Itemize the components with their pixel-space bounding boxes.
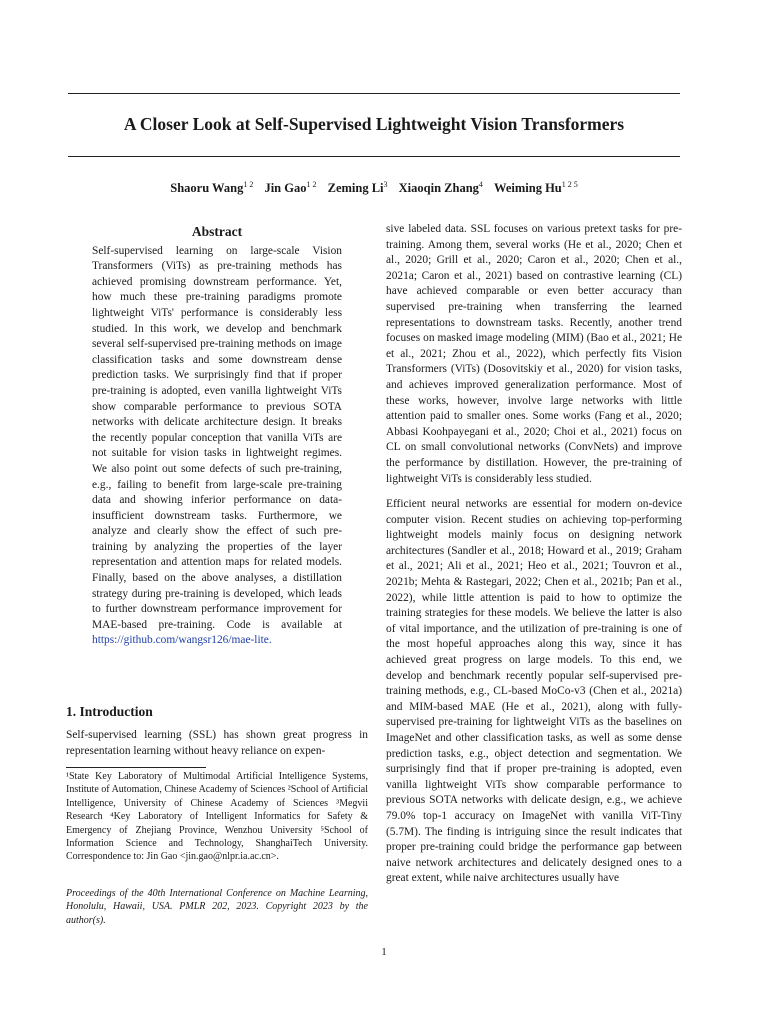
bottom-rule <box>68 156 680 157</box>
paper-title: A Closer Look at Self-Supervised Lightweight Vision Transformers <box>123 114 625 134</box>
intro-paragraph: Self-supervised learning (SSL) has shown great progress in representation learning without heavy reliance on expen- <box>66 729 368 757</box>
author <box>399 181 483 195</box>
author-name: Jin Gao <box>264 181 307 196</box>
author-list <box>68 180 680 196</box>
author-name: Weiming Hu <box>494 181 562 196</box>
author-affiliation: 1 2 <box>306 180 317 189</box>
author-affiliation: 1 2 5 <box>561 180 578 189</box>
section-heading-introduction: 1. Introduction <box>66 704 153 719</box>
author-affiliation: 3 <box>383 180 388 189</box>
page-number: 1 <box>381 946 387 958</box>
affiliation-footnote: ¹State Key Laboratory of Multimodal Artificial Intelligence Systems, Institute of Automation, Chinese Academy of Sciences ²School of Artificial Intelligence, University of Chinese Academy of Sciences ³Megvii Research ⁴Key Laboratory of Intelligent Informatics for Safety & Emergency of Zhejiang Province, Wenzhou University ⁵School of Information Science and Technology, ShanghaiTech University. Correspondence to: Jin Gao <jin.gao@nlpr.ia.ac.cn>. <box>66 771 368 863</box>
intro-paragraph-efficient-networks: Efficient neural networks are essential for modern on-device computer vision. Recent studies on achieving top-performing lightweight models mainly focus on designing network architectures (Sandler et al., 2018; Howard et al., 2019; Graham et al., 2021; Ali et al., 2021; Heo et al., 2021; Touvron et al., 2021b; Mehta & Rastegari, 2022; Chen et al., 2021b; Pan et al., 2022), while little attention is paid to how to optimize the training strategies for these models. We believe the latter is also of vital importance, and the utilization of pre-training is one of the most hopeful approaches along this way, since it has achieved great progress on large models. To this end, we develop and benchmark recently popular self-supervised pre-training methods, e.g., CL-based MoCo-v3 (Chen et al., 2021a) and MIM-based MAE (He et al., 2021), along with fully-supervised pre-training for lightweight ViTs as the baselines on ImageNet and other classification tasks, as well as some dense prediction tasks, e.g., object detection and segmentation. We surprisingly find that if proper pre-training is adopted, even vanilla lightweight ViTs show comparable performance to previous SOTA networks with delicate design, e.g., we achieve 79.0% top-1 accuracy on ImageNet with vanilla ViT-Tiny (5.7M). The finding is intriguing since the result indicates that proper pre-training could bridge the performance gap between naive network architectures and delicately designed ones to a great extent, while naive architectures usually have <box>386 498 682 885</box>
author-name: Xiaoqin Zhang <box>398 181 479 196</box>
author <box>264 181 316 195</box>
footnote-divider <box>66 767 206 768</box>
author-affiliation: 4 <box>478 180 483 189</box>
author <box>170 181 253 195</box>
abstract-heading: Abstract <box>191 224 243 239</box>
left-column <box>66 222 368 926</box>
code-link[interactable]: https://github.com/wangsr126/mae-lite. <box>92 634 272 647</box>
abstract-text: Self-supervised learning on large-scale Vision Transformers (ViTs) as pre-training methods has achieved promising downstream performance. Yet, how much these pre-training paradigms promote lightweight ViTs' performance is considerably less studied. In this work, we develop and benchmark several self-supervised pre-training methods on image classification tasks and some downstream dense prediction tasks. We surprisingly find that if proper pre-training is adopted, even vanilla lightweight ViTs show comparable performance to previous SOTA networks with delicate architecture design. It breaks the recently popular conception that vanilla ViTs are not suitable for vision tasks in lightweight regimes. We also point out some defects of such pre-training, e.g., failing to benefit from large-scale pre-training data and showing inferior performance on data-insufficient downstream tasks. Furthermore, we analyze and clearly show the effect of such pre-training by analyzing the properties of the layer representation and attention maps for related models. Finally, based on the above analyses, a distillation strategy during pre-training is developed, which leads to further downstream performance improvement for MAE-based pre-training. Code is available at <box>92 244 342 631</box>
author-name: Shaoru Wang <box>170 181 244 196</box>
author-name: Zeming Li <box>327 181 384 196</box>
author <box>328 181 388 195</box>
abstract-body <box>66 244 368 649</box>
author <box>494 181 578 195</box>
author-affiliation: 1 2 <box>243 180 254 189</box>
footnotes <box>66 770 368 864</box>
intro-paragraph-continued: sive labeled data. SSL focuses on various pretext tasks for pre-training. Among them, several works (He et al., 2020; Chen et al., 2020; Grill et al., 2020; Caron et al., 2020; Chen et al., 2021a; Caron et al., 2021) based on contrastive learning (CL) have achieved comparable or even better accuracy than supervised pre-training when transferring the learned representations to downstream tasks. Recently, another trend focuses on masked image modeling (MIM) (Bao et al., 2021; He et al., 2021; Zhou et al., 2022), which perfectly fits Vision Transformers (ViTs) (Dosovitskiy et al., 2020) for vision tasks, and achieves improved generalization performance. Most of these works, however, involve large networks with little attention paid to smaller ones. Some works (Fang et al., 2020; Abbasi Koohpayegani et al., 2020; Choi et al., 2021) focus on CL on small convolutional networks (ConvNets) and improve the performance by distillation. However, the pre-training of lightweight ViTs is considerably less studied. <box>386 223 682 485</box>
top-rule <box>68 93 680 94</box>
proceedings-note: Proceedings of the 40th International Conference on Machine Learning, Honolulu, Hawaii, USA. PMLR 202, 2023. Copyright 2023 by the author(s). <box>66 888 368 926</box>
right-column <box>386 222 682 897</box>
